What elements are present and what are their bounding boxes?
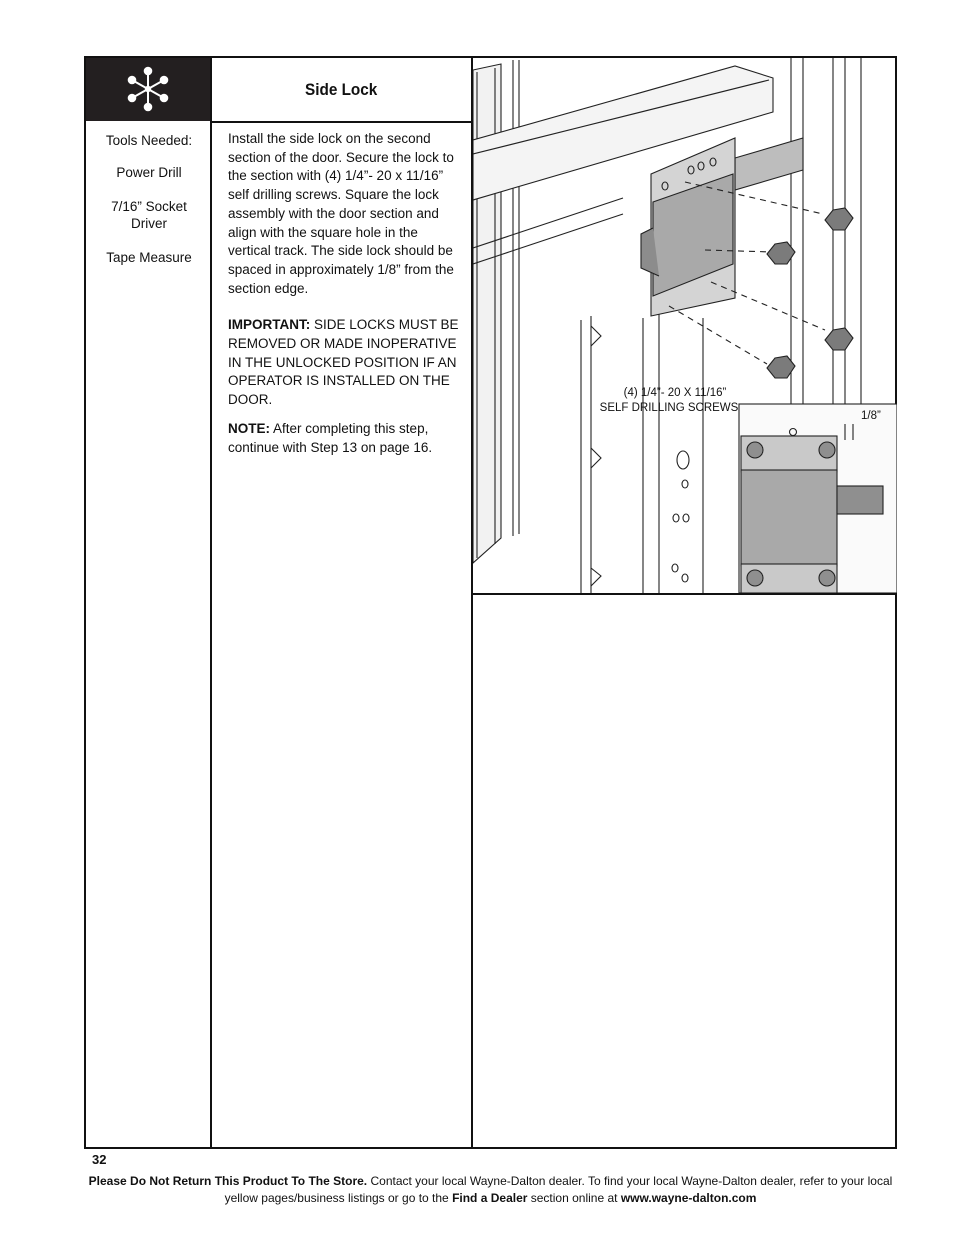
instruction-frame [84, 56, 897, 1149]
section-icon-box [86, 58, 210, 121]
section-title-cell [212, 58, 471, 123]
column-divider-left [210, 58, 212, 1147]
important-text: SIDE LOCKS MUST BE REMOVED OR MADE INOPERATIVE IN THE UNLOCKED POSITION IF AN OPERATOR IS INSTALLED ON THE DOOR. [228, 317, 459, 408]
screw-callout-line2: SELF DRILLING SCREWS [599, 402, 739, 414]
website-url: www.wayne-dalton.com [620, 1191, 757, 1205]
side-lock-drawing [473, 58, 897, 593]
instruction-paragraph: Install the side lock on the second section of the door. Secure the lock to the section with (4) 1/4”- 20 x 11/16” self drilling screws. Square the lock assembly with the door section and align with the square hole in the vertical track. The side lock should be spaced in approximately 1/8” from the section edge. [228, 131, 454, 296]
note-text: After completing this step, continue with Step 13 on page 16. [228, 420, 433, 455]
footer-bold-lead: Please Do Not Return This Product To The Store. [88, 1174, 368, 1188]
section-title: Side Lock [305, 79, 378, 99]
snowflake-asterisk-icon [126, 66, 170, 112]
tool-item: Tape Measure [106, 250, 192, 265]
footer-text-2: section online at [527, 1191, 621, 1205]
important-label: IMPORTANT: [228, 317, 311, 333]
side-lock-illustration [473, 58, 897, 595]
tools-needed-list [94, 132, 204, 283]
important-paragraph [228, 316, 464, 410]
tools-heading: Tools Needed: [105, 133, 193, 148]
spacing-callout: 1/8” [861, 410, 881, 422]
page-number: 32 [92, 1152, 107, 1167]
footer-notice [84, 1173, 897, 1207]
instructions [228, 130, 464, 475]
tool-item: 7/16” Socket Driver [111, 199, 187, 231]
find-a-dealer-label: Find a Dealer [452, 1191, 528, 1205]
screw-callout-line1: (4) 1/4”- 20 X 11/16” [623, 387, 727, 399]
note-paragraph [228, 420, 464, 457]
footer-text-1: Contact your local Wayne-Dalton dealer. To find your local Wayne-Dalton dealer, refer to your local yellow pages/business listings or go to the [224, 1174, 893, 1205]
tool-item: Power Drill [116, 165, 182, 180]
note-label: NOTE: [228, 420, 270, 436]
